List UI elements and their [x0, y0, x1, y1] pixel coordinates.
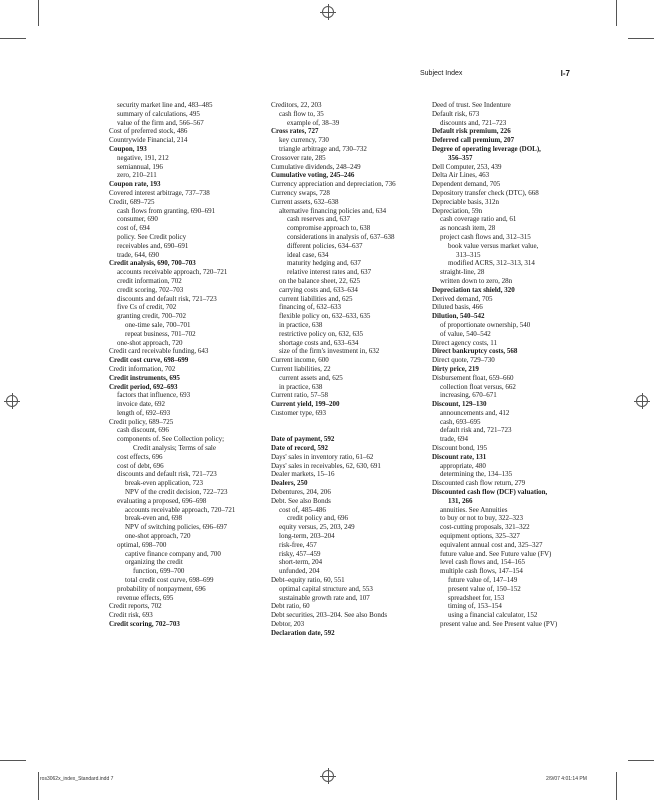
index-entry: Discounted cash flow (DCF) valuation, [432, 488, 548, 497]
index-subentry: evaluating a proposed, 696–698 [117, 496, 207, 505]
index-entry: Cumulative voting, 245–246 [271, 171, 355, 180]
index-subentry: size of the firm's investment in, 632 [279, 347, 380, 356]
index-subentry: multiple cash flows, 147–154 [440, 567, 523, 576]
index-subentry: negative, 191, 212 [117, 153, 169, 162]
section-title: Subject Index [420, 70, 463, 77]
index-subentry: project cash flows and, 312–315 [440, 232, 531, 241]
index-subentry: 356–357 [448, 153, 473, 162]
index-subentry: consumer, 690 [117, 215, 158, 224]
index-entry: Credit, 689–725 [109, 197, 155, 206]
crop-mark [38, 0, 39, 26]
index-subentry: restrictive policy on, 632, 635 [279, 329, 363, 338]
index-subentry: appropriate, 480 [440, 461, 486, 470]
index-subentry: discounts and, 721–723 [440, 118, 507, 127]
index-subentry: risky, 457–459 [279, 549, 321, 558]
index-subentry: financing of, 632–633 [279, 303, 342, 312]
index-subentry: trade, 694 [440, 435, 468, 444]
index-entry: Credit information, 702 [109, 364, 176, 373]
index-subentry: components of. See Collection policy; [117, 435, 225, 444]
index-subentry: current assets and, 625 [279, 373, 343, 382]
index-subentry: accounts receivable approach, 720–721 [125, 505, 236, 514]
index-entry: Deed of trust. See Indenture [432, 101, 511, 109]
index-subentry: sustainable growth rate and, 107 [279, 593, 370, 602]
index-subentry: increasing, 670–671 [440, 391, 497, 400]
index-subentry: cost of, 485–486 [279, 505, 326, 514]
index-entry: Dealer markets, 15–16 [271, 470, 335, 479]
index-entry: Customer type, 693 [271, 408, 327, 417]
index-subentry: discounts and default risk, 721–723 [117, 294, 217, 303]
index-subentry: using a financial calculator, 152 [448, 611, 538, 620]
index-entry: Current assets, 632–638 [271, 197, 339, 206]
index-subentry: 313–315 [456, 250, 481, 259]
index-subentry: shortage costs and, 633–634 [279, 338, 359, 347]
index-subentry: cash coverage ratio and, 61 [440, 215, 517, 224]
index-entry: Discount bond, 195 [432, 444, 488, 453]
index-subentry: invoice date, 692 [117, 400, 166, 409]
index-subentry: present value and. See Present value (PV) [440, 620, 558, 629]
index-subentry: triangle arbitrage and, 730–732 [279, 144, 367, 153]
index-entry: Crossover rate, 285 [271, 153, 326, 162]
index-entry: Credit analysis, 690, 700–703 [109, 259, 196, 268]
index-subentry: break-even application, 723 [125, 479, 203, 488]
index-entry: Current liabilities, 22 [271, 364, 331, 373]
index-subentry: equity versus, 25, 203, 249 [279, 523, 355, 532]
index-subentry: compromise approach to, 638 [287, 224, 371, 233]
index-entry: Current income, 600 [271, 356, 329, 365]
index-subentry: modified ACRS, 312–313, 314 [448, 259, 535, 268]
index-subentry: considerations in analysis of, 637–638 [287, 232, 395, 241]
index-subentry: one-shot approach, 720 [117, 338, 183, 347]
index-entry: Direct agency costs, 11 [432, 338, 498, 347]
index-entry: Credit instruments, 695 [109, 373, 180, 382]
index-subentry: length of, 692–693 [117, 408, 171, 417]
index-entry: Derived demand, 705 [432, 294, 493, 303]
index-subentry: accounts receivable approach, 720–721 [117, 268, 228, 277]
index-subentry: probability of nonpayment, 696 [117, 584, 206, 593]
index-entry: Depreciation, 59n [432, 206, 483, 215]
index-subentry: equivalent annual cost and, 325–327 [440, 540, 543, 549]
index-entry: Dilution, 540–542 [432, 312, 485, 321]
index-entry: Currency swaps, 728 [271, 188, 330, 197]
index-entry: Dependent demand, 705 [432, 180, 501, 189]
index-entry: Direct bankruptcy costs, 568 [432, 347, 518, 356]
index-subentry: maturity hedging and, 637 [287, 259, 361, 268]
index-subentry: captive finance company and, 700 [125, 549, 221, 558]
index-subentry: example of, 38–39 [287, 118, 340, 127]
index-entry: Cross rates, 727 [271, 127, 319, 136]
index-subentry: receivables and, 690–691 [117, 241, 189, 250]
index-subentry: announcements and, 412 [440, 408, 510, 417]
index-subentry: cash discount, 696 [117, 426, 169, 435]
index-subentry: written down to zero, 28n [440, 276, 513, 285]
registration-mark-icon [6, 395, 18, 407]
index-subentry: long-term, 203–204 [279, 532, 335, 541]
index-subentry: annuities. See Annuities [440, 505, 508, 514]
index-entry: Deferred call premium, 207 [432, 136, 515, 145]
spacer [271, 418, 421, 427]
index-entry: Dirty price, 219 [432, 364, 479, 373]
index-subentry: credit information, 702 [117, 276, 182, 285]
index-subentry: timing of, 153–154 [448, 602, 502, 611]
index-subentry: to buy or not to buy, 322–323 [440, 514, 523, 523]
crop-mark [0, 38, 26, 39]
index-entry: Cumulative dividends, 248–249 [271, 162, 361, 171]
index-subentry: different policies, 634–637 [287, 241, 363, 250]
index-entry: Coupon rate, 193 [109, 180, 161, 189]
footer-file: ros3062x_index_Standard.indd 7 [40, 776, 114, 782]
index-subentry: spreadsheet for, 153 [448, 593, 505, 602]
index-entry: Degree of operating leverage (DOL), [432, 144, 541, 153]
index-subentry: five Cs of credit, 702 [117, 303, 177, 312]
index-subentry: future value and. See Future value (FV) [440, 549, 552, 558]
index-entry: Credit risk, 693 [109, 611, 153, 620]
index-entry: Current yield, 199–200 [271, 400, 340, 409]
index-entry: Covered interest arbitrage, 737–738 [109, 188, 210, 197]
crop-mark [0, 760, 26, 761]
crop-mark [38, 772, 39, 800]
index-entry: Debt–equity ratio, 60, 551 [271, 576, 345, 585]
index-subentry: Credit analysis; Terms of sale [133, 444, 216, 453]
index-subentry: break-even and, 698 [125, 514, 182, 523]
index-entry: Current ratio, 57–58 [271, 391, 328, 400]
index-subentry: equipment options, 325–327 [440, 532, 520, 541]
index-subentry: security market line and, 483–485 [117, 101, 213, 109]
index-subentry: cost-cutting proposals, 321–322 [440, 523, 530, 532]
index-subentry: carrying costs and, 633–634 [279, 285, 358, 294]
index-subentry: cost effects, 696 [117, 452, 163, 461]
index-subentry: cost of, 694 [117, 224, 150, 233]
index-subentry: credit policy and, 696 [287, 514, 349, 523]
index-entry: Countrywide Financial, 214 [109, 136, 188, 145]
index-subentry: 131, 266 [448, 496, 473, 505]
index-subentry: as noncash item, 28 [440, 224, 496, 233]
index-entry: Debt ratio, 60 [271, 602, 310, 611]
index-subentry: total credit cost curve, 698–699 [125, 576, 214, 585]
index-subentry: granting credit, 700–702 [117, 312, 187, 321]
index-subentry: present value of, 150–152 [448, 584, 521, 593]
page-number: I-7 [560, 69, 570, 78]
index-subentry: summary of calculations, 495 [117, 109, 200, 118]
index-entry: Discounted cash flow return, 279 [432, 479, 526, 488]
index-subentry: policy. See Credit policy [117, 232, 187, 241]
index-subentry: cash reserves and, 637 [287, 215, 350, 224]
index-subentry: cash flows from granting, 690–691 [117, 206, 216, 215]
index-subentry: key currency, 730 [279, 136, 329, 145]
index-entry: Depository transfer check (DTC), 668 [432, 188, 539, 197]
index-subentry: risk-free, 457 [279, 540, 317, 549]
registration-mark-icon [322, 6, 334, 18]
index-subentry: discounts and default risk, 721–723 [117, 470, 217, 479]
index-subentry: factors that influence, 693 [117, 391, 191, 400]
index-entry: Debtor, 203 [271, 620, 305, 629]
index-entry: Creditors, 22, 203 [271, 101, 322, 109]
index-entry: Dell Computer, 253, 439 [432, 162, 502, 171]
index-subentry: trade, 644, 690 [117, 250, 159, 259]
index-subentry: ideal case, 634 [287, 250, 329, 259]
index-entry: Cost of preferred stock, 486 [109, 127, 188, 136]
index-subentry: NPV of the credit decision, 722–723 [125, 488, 228, 497]
index-entry: Date of payment, 592 [271, 435, 335, 444]
index-subentry: optimal capital structure and, 553 [279, 584, 373, 593]
index-entry: Discount, 129–130 [432, 400, 487, 409]
index-subentry: NPV of switching policies, 696–697 [125, 523, 227, 532]
index-subentry: in practice, 638 [279, 382, 323, 391]
index-column-1 [109, 101, 259, 629]
index-entry: Date of record, 592 [271, 444, 329, 453]
index-subentry: revenue effects, 695 [117, 593, 174, 602]
index-subentry: one-shot approach, 720 [125, 532, 191, 541]
index-entry: Diluted basis, 466 [432, 303, 483, 312]
index-subentry: determining the, 134–135 [440, 470, 513, 479]
index-entry: Delta Air Lines, 463 [432, 171, 490, 180]
index-entry: Debt securities, 203–204. See also Bonds [271, 611, 388, 620]
index-subentry: of proportionate ownership, 540 [440, 320, 531, 329]
index-subentry: cash flow to, 35 [279, 109, 324, 118]
index-subentry: relative interest rates and, 637 [287, 268, 372, 277]
spacer [271, 426, 421, 435]
index-subentry: one-time sale, 700–701 [125, 320, 191, 329]
registration-mark-icon [322, 770, 334, 782]
index-subentry: repeat business, 701–702 [125, 329, 196, 338]
index-entry: Declaration date, 592 [271, 628, 335, 637]
crop-mark [628, 38, 654, 39]
index-entry: Direct quote, 729–730 [432, 356, 495, 365]
index-column-3 [432, 101, 582, 629]
index-subentry: future value of, 147–149 [448, 576, 518, 585]
index-subentry: cost of debt, 696 [117, 461, 164, 470]
index-subentry: level cash flows and, 154–165 [440, 558, 525, 567]
index-entry: Credit scoring, 702–703 [109, 620, 180, 629]
index-subentry: alternative financing policies and, 634 [279, 206, 387, 215]
index-subentry: of value, 540–542 [440, 329, 491, 338]
index-entry: Credit period, 692–693 [109, 382, 178, 391]
index-subentry: cash, 693–695 [440, 417, 481, 426]
crop-mark [616, 0, 617, 26]
index-subentry: collection float versus, 662 [440, 382, 516, 391]
index-entry: Credit cost curve, 698–699 [109, 356, 189, 365]
footer-date: 2/9/07 4:01:14 PM [546, 776, 587, 782]
index-subentry: function, 699–700 [133, 567, 185, 576]
index-entry: Dealers, 250 [271, 479, 308, 488]
index-entry: Coupon, 193 [109, 144, 147, 153]
index-entry: Days' sales in inventory ratio, 61–62 [271, 452, 374, 461]
index-column-2 [271, 101, 421, 638]
index-subentry: organizing the credit [125, 558, 183, 567]
index-subentry: flexible policy on, 632–633, 635 [279, 312, 371, 321]
index-entry: Depreciation tax shield, 320 [432, 285, 515, 294]
index-entry: Credit card receivable funding, 643 [109, 347, 209, 356]
index-subentry: credit scoring, 702–703 [117, 285, 184, 294]
index-subentry: short-term, 204 [279, 558, 323, 567]
index-subentry: optimal, 698–700 [117, 540, 167, 549]
index-entry: Currency appreciation and depreciation, 736 [271, 180, 396, 189]
index-subentry: default risk and, 721–723 [440, 426, 512, 435]
index-entry: Debt. See also Bonds [271, 496, 331, 505]
index-subentry: straight-line, 28 [440, 268, 485, 277]
index-entry: Default risk, 673 [432, 109, 480, 118]
crop-mark [628, 760, 654, 761]
index-subentry: book value versus market value, [448, 241, 539, 250]
index-subentry: current liabilities and, 625 [279, 294, 353, 303]
index-entry: Credit reports, 702 [109, 602, 162, 611]
index-subentry: value of the firm and, 566–567 [117, 118, 204, 127]
index-entry: Credit policy, 689–725 [109, 417, 174, 426]
index-subentry: in practice, 638 [279, 320, 323, 329]
index-subentry: on the balance sheet, 22, 625 [279, 276, 361, 285]
index-subentry: zero, 210–211 [117, 171, 157, 180]
registration-mark-icon [636, 395, 648, 407]
index-entry: Disbursement float, 659–660 [432, 373, 514, 382]
crop-mark [616, 772, 617, 800]
index-entry: Depreciable basis, 312n [432, 197, 500, 206]
index-entry: Days' sales in receivables, 62, 630, 691 [271, 461, 381, 470]
index-entry: Discount rate, 131 [432, 452, 487, 461]
index-subentry: unfunded, 204 [279, 567, 320, 576]
index-entry: Default risk premium, 226 [432, 127, 511, 136]
index-subentry: semiannual, 196 [117, 162, 163, 171]
index-entry: Debentures, 204, 206 [271, 488, 331, 497]
